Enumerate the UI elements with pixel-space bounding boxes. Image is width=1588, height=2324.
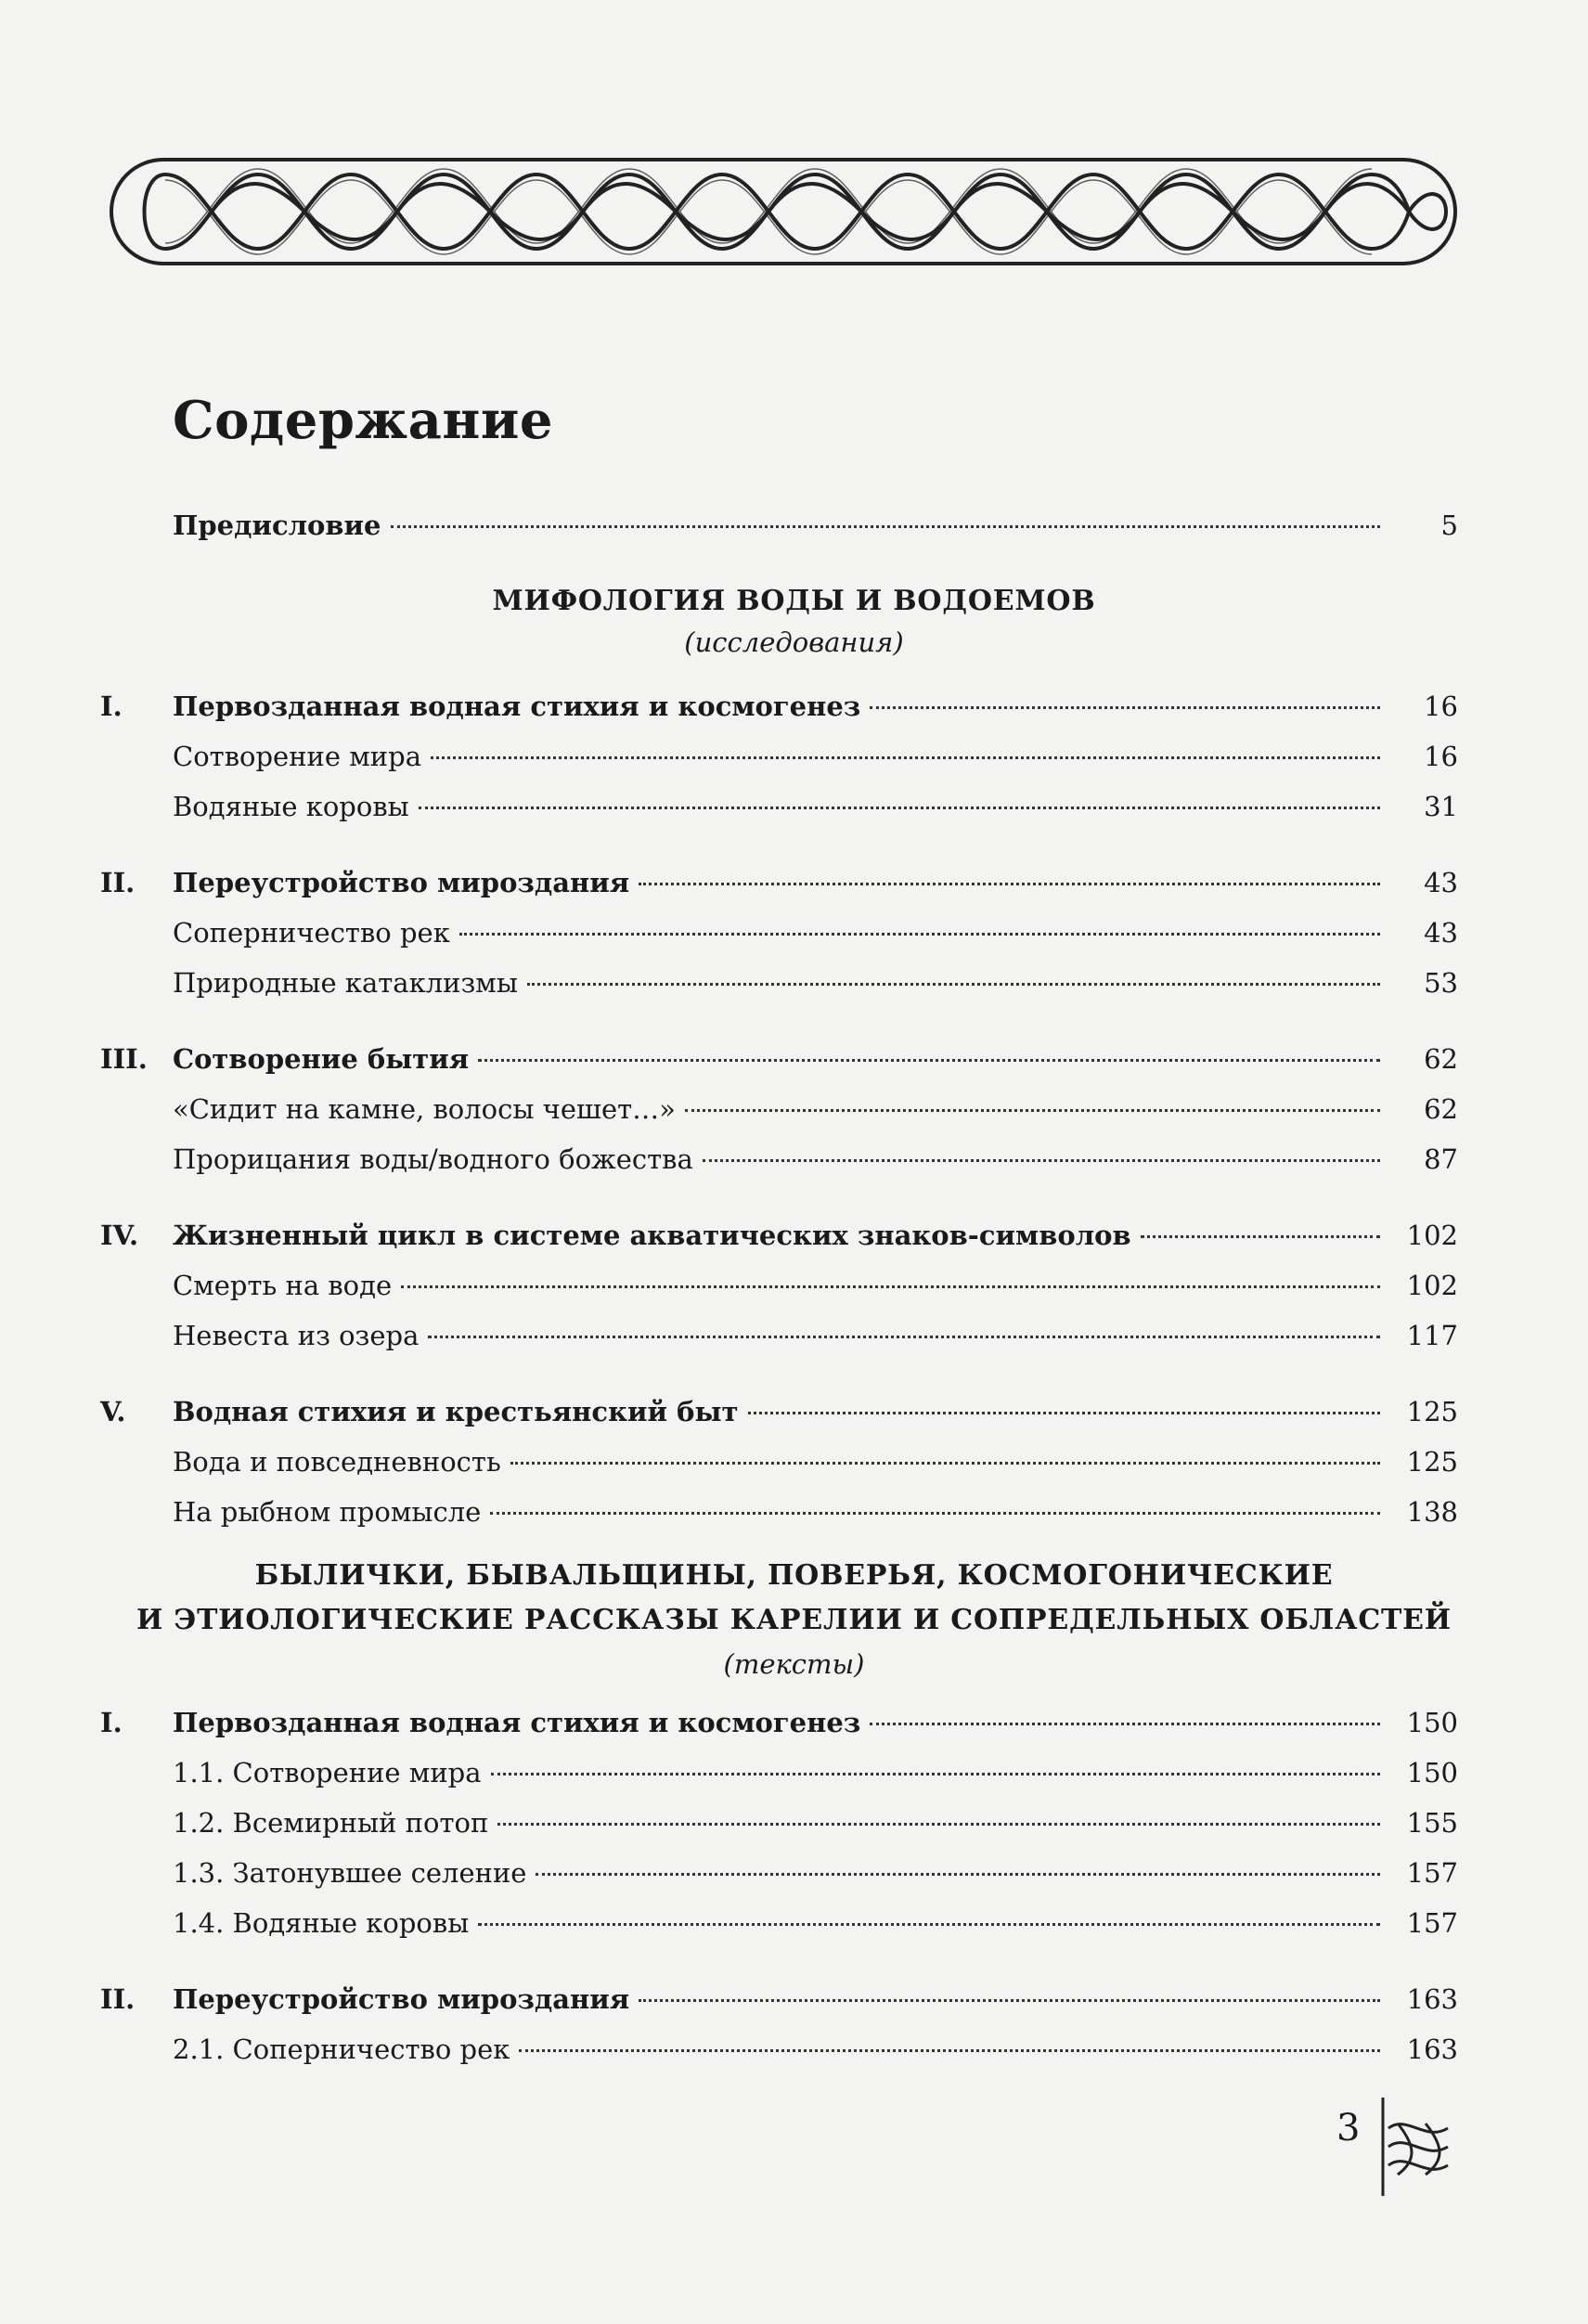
toc-item: [0, 1090, 1588, 1129]
leader-dots: [491, 1772, 1380, 1775]
leader-dots: [536, 1872, 1380, 1876]
entry-label: 1.2. Всемирный потоп: [173, 1807, 489, 1839]
toc-item: [0, 737, 1588, 776]
leader-dots: [497, 1822, 1380, 1826]
entry-page: 87: [1424, 1143, 1458, 1175]
entry-label: Соперничество рек: [173, 917, 450, 949]
chapter-number: I.: [100, 691, 123, 722]
knot-ornament-icon: [1379, 2096, 1453, 2198]
toc-chapter: [0, 1039, 1588, 1078]
chapter-number: II.: [100, 867, 136, 898]
toc-chapter: [0, 1980, 1588, 2019]
leader-dots: [478, 1922, 1380, 1926]
leader-dots: [428, 1335, 1380, 1338]
entry-page: 53: [1424, 967, 1458, 999]
entry-label: Первозданная водная стихия и космогенез: [173, 1707, 861, 1738]
page-title: Содержание: [173, 390, 554, 451]
entry-page: 125: [1406, 1396, 1458, 1427]
entry-label: Сотворение мира: [173, 741, 421, 772]
toc-chapter: [0, 1703, 1588, 1742]
entry-page: 43: [1424, 867, 1458, 898]
leader-dots: [703, 1158, 1380, 1162]
toc-chapter: [0, 1392, 1588, 1431]
leader-dots: [1141, 1234, 1380, 1238]
chapter-number: II.: [100, 1983, 136, 2015]
entry-page: 62: [1424, 1093, 1458, 1125]
entry-label: Предисловие: [173, 510, 381, 541]
leader-dots: [459, 932, 1380, 936]
leader-dots: [527, 982, 1380, 986]
entry-label: 1.4. Водяные коровы: [173, 1907, 470, 1939]
leader-dots: [431, 755, 1380, 759]
leader-dots: [419, 806, 1380, 809]
leader-dots: [490, 1511, 1380, 1515]
toc-item: [0, 1904, 1588, 1943]
leader-dots: [639, 882, 1380, 885]
entry-page: 157: [1406, 1857, 1458, 1889]
toc-entry-preface: [0, 506, 1588, 545]
chapter-number: I.: [100, 1707, 123, 1738]
leader-dots: [870, 1722, 1380, 1725]
toc-chapter: [0, 863, 1588, 902]
chapter-number: V.: [100, 1396, 126, 1427]
toc-item: [0, 1853, 1588, 1892]
toc-item: [0, 1492, 1588, 1531]
toc-item: [0, 1316, 1588, 1355]
entry-page: 117: [1406, 1320, 1458, 1351]
entry-label: 2.1. Соперничество рек: [173, 2034, 510, 2065]
entry-page: 43: [1424, 917, 1458, 949]
entry-label: 1.1. Сотворение мира: [173, 1757, 482, 1788]
leader-dots: [748, 1411, 1380, 1414]
toc-item: [0, 1753, 1588, 1792]
toc-item: [0, 1442, 1588, 1481]
entry-label: Вода и повседневность: [173, 1446, 501, 1478]
entry-label: Первозданная водная стихия и космогенез: [173, 691, 861, 722]
chapter-number: IV.: [100, 1220, 139, 1251]
entry-label: «Сидит на камне, волосы чешет…»: [173, 1093, 676, 1125]
toc-chapter: [0, 1216, 1588, 1255]
toc-item: [0, 1266, 1588, 1305]
page-number: 3: [1336, 2107, 1361, 2150]
leader-dots: [639, 1998, 1380, 2002]
leader-dots: [870, 705, 1380, 709]
entry-page: 31: [1424, 791, 1458, 822]
entry-page: 102: [1406, 1270, 1458, 1301]
toc-chapter: [0, 687, 1588, 726]
entry-label: Переустройство мироздания: [173, 867, 630, 898]
leader-dots: [478, 1058, 1380, 1062]
part2-subheading: (тексты): [723, 1648, 865, 1680]
entry-label: Смерть на воде: [173, 1270, 393, 1301]
entry-page: 62: [1424, 1043, 1458, 1075]
leader-dots: [510, 1461, 1380, 1465]
braid-ornament-icon: [110, 156, 1457, 267]
toc-item: [0, 963, 1588, 1002]
leader-dots: [391, 524, 1380, 528]
entry-page: 163: [1406, 1983, 1458, 2015]
toc-item: [0, 913, 1588, 952]
entry-label: Природные катаклизмы: [173, 967, 518, 999]
leader-dots: [685, 1108, 1380, 1112]
entry-page: 16: [1424, 691, 1458, 722]
toc-item: [0, 1803, 1588, 1842]
toc-item: [0, 2030, 1588, 2069]
entry-page: 163: [1406, 2034, 1458, 2065]
entry-page: 125: [1406, 1446, 1458, 1478]
entry-label: Сотворение бытия: [173, 1043, 470, 1075]
entry-label: 1.3. Затонувшее селение: [173, 1857, 527, 1889]
toc-item: [0, 1140, 1588, 1179]
entry-label: Жизненный цикл в системе акватических знаков-символов: [173, 1220, 1131, 1251]
toc-item: [0, 787, 1588, 826]
entry-page: 5: [1440, 510, 1458, 541]
entry-label: Переустройство мироздания: [173, 1983, 630, 2015]
leader-dots: [519, 2048, 1380, 2052]
entry-label: Прорицания воды/водного божества: [173, 1143, 693, 1175]
entry-page: 155: [1406, 1807, 1458, 1839]
part2-heading-line1: БЫЛИЧКИ, БЫВАЛЬЩИНЫ, ПОВЕРЬЯ, КОСМОГОНИЧЕСКИЕ: [254, 1559, 1334, 1592]
entry-label: Водяные коровы: [173, 791, 409, 822]
entry-page: 102: [1406, 1220, 1458, 1251]
chapter-number: III.: [100, 1043, 148, 1075]
entry-label: Водная стихия и крестьянский быт: [173, 1396, 739, 1427]
part2-heading-line2: И ЭТИОЛОГИЧЕСКИЕ РАССКАЗЫ КАРЕЛИИ И СОПРЕДЕЛЬНЫХ ОБЛАСТЕЙ: [136, 1604, 1452, 1636]
entry-label: На рыбном промысле: [173, 1496, 482, 1528]
entry-page: 157: [1406, 1907, 1458, 1939]
part1-subheading: (исследования): [684, 626, 904, 658]
entry-page: 150: [1406, 1707, 1458, 1738]
entry-page: 16: [1424, 741, 1458, 772]
entry-label: Невеста из озера: [173, 1320, 420, 1351]
leader-dots: [401, 1285, 1380, 1288]
part1-heading: МИФОЛОГИЯ ВОДЫ И ВОДОЕМОВ: [492, 585, 1096, 617]
entry-page: 138: [1406, 1496, 1458, 1528]
entry-page: 150: [1406, 1757, 1458, 1788]
